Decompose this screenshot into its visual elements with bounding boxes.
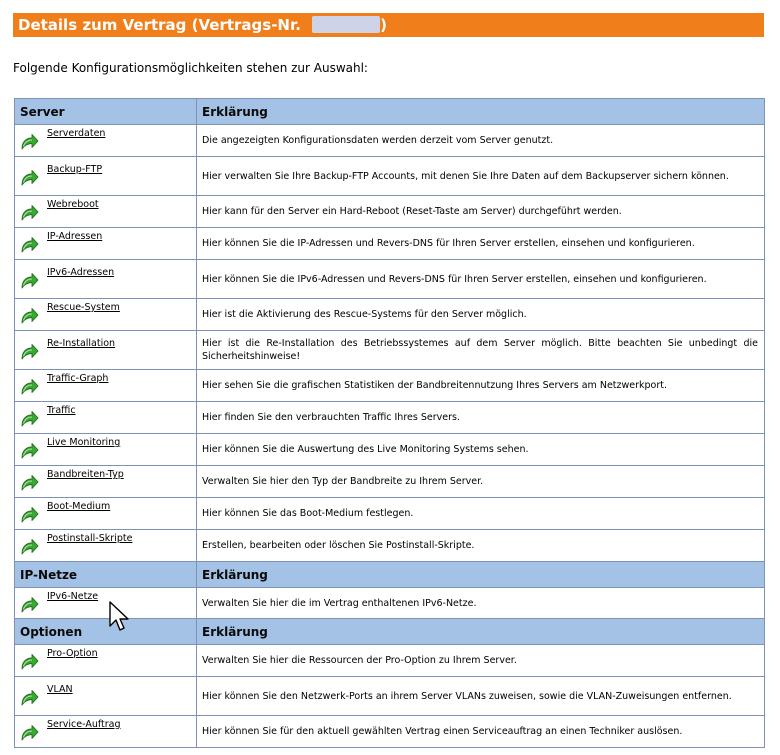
green-arrow-icon[interactable] [19,505,39,525]
option-link-cell [15,125,197,157]
section-header [15,562,765,588]
option-description: Hier sehen Sie die grafischen Statistiken der Bandbreitennutzung Ihres Servers am Netzwerkport. [197,370,765,402]
green-arrow-icon[interactable] [19,595,39,615]
option-link-cell [15,530,197,562]
option-link-cell [15,370,197,402]
green-arrow-icon[interactable] [19,271,39,291]
green-arrow-icon[interactable] [19,473,39,493]
green-arrow-icon[interactable] [19,203,39,223]
green-arrow-icon[interactable] [19,652,39,672]
table-row [15,716,765,748]
section-title: Optionen [15,619,197,645]
explanation-column-header: Erklärung [197,619,765,645]
green-arrow-icon[interactable] [19,723,39,743]
option-link-cell [15,677,197,716]
option-link[interactable]: Rescue-System [47,302,120,313]
explanation-column-header: Erklärung [197,99,765,125]
option-description: Die angezeigten Konfigurationsdaten werden derzeit vom Server genutzt. [197,125,765,157]
option-description: Hier finden Sie den verbrauchten Traffic Ihres Servers. [197,402,765,434]
explanation-column-header: Erklärung [197,562,765,588]
option-link[interactable]: Serverdaten [47,128,106,139]
green-arrow-icon[interactable] [19,441,39,461]
option-link-cell [15,228,197,260]
table-row [15,299,765,331]
green-arrow-icon[interactable] [19,377,39,397]
section-header [15,99,765,125]
option-link[interactable]: Postinstall-Skripte [47,533,133,544]
table-row [15,260,765,299]
option-link-cell [15,466,197,498]
green-arrow-icon[interactable] [19,235,39,255]
option-description: Hier können Sie für den aktuell gewählten Vertrag einen Serviceauftrag an einen Techniker auslösen. [197,716,765,748]
section-title: IP-Netze [15,562,197,588]
table-row [15,370,765,402]
option-link-cell [15,588,197,619]
option-link[interactable]: IPv6-Netze [47,590,99,602]
table-row [15,228,765,260]
option-link[interactable]: Re-Installation [47,337,116,349]
table-row [15,125,765,157]
option-link[interactable]: Traffic [47,405,76,416]
option-link-cell [15,157,197,196]
option-link[interactable]: Live Monitoring [47,437,121,448]
table-row [15,402,765,434]
option-link[interactable]: IPv6-Adressen [47,266,115,278]
option-link-cell [15,196,197,228]
option-link-cell [15,716,197,748]
option-link[interactable]: Pro-Option [47,648,98,659]
option-link-cell [15,331,197,370]
option-link[interactable]: Webreboot [47,199,99,210]
table-row [15,677,765,716]
green-arrow-icon[interactable] [19,168,39,188]
table-row [15,196,765,228]
table-row [15,466,765,498]
option-description: Hier kann für den Server ein Hard-Reboot (Reset-Taste am Server) durchgeführt werden. [197,196,765,228]
green-arrow-icon[interactable] [19,342,39,362]
configuration-table [14,98,765,748]
option-description: Hier können Sie die Auswertung des Live Monitoring Systems sehen. [197,434,765,466]
option-link-cell [15,645,197,677]
option-description: Verwalten Sie hier die im Vertrag enthaltenen IPv6-Netze. [197,588,765,619]
option-description: Hier ist die Aktivierung des Rescue-Systems für den Server möglich. [197,299,765,331]
green-arrow-icon[interactable] [19,688,39,708]
green-arrow-icon[interactable] [19,132,39,152]
option-link[interactable]: VLAN [47,683,73,695]
option-link-cell [15,260,197,299]
option-link[interactable]: Bandbreiten-Typ [47,469,124,480]
option-link-cell [15,402,197,434]
option-link[interactable]: IP-Adressen [47,231,103,242]
option-link-cell [15,498,197,530]
option-description: Hier ist die Re-Installation des Betriebssystemes auf dem Server möglich. Bitte beachten Sie unbedingt die Sicherheitshinweise! [197,331,765,370]
configuration-table-body [15,99,765,748]
table-row [15,498,765,530]
option-link-cell [15,299,197,331]
mouse-cursor-icon [108,600,132,634]
option-link-cell [15,434,197,466]
table-row [15,157,765,196]
table-row [15,645,765,677]
green-arrow-icon[interactable] [19,537,39,557]
option-link[interactable]: Traffic-Graph [47,373,109,384]
contract-details-title [13,13,764,37]
table-row [15,530,765,562]
option-description: Verwalten Sie hier die Ressourcen der Pro-Option zu Ihrem Server. [197,645,765,677]
section-title: Server [15,99,197,125]
option-description: Hier können Sie das Boot-Medium festlegen. [197,498,765,530]
option-link[interactable]: Boot-Medium [47,501,111,512]
redacted-contract-number [312,16,380,33]
table-row [15,331,765,370]
option-description: Hier verwalten Sie Ihre Backup-FTP Accounts, mit denen Sie Ihre Daten auf dem Backupserver sichern können. [197,157,765,196]
option-link[interactable]: Service-Auftrag [47,719,121,730]
green-arrow-icon[interactable] [19,306,39,326]
intro-text: Folgende Konfigurationsmöglichkeiten stehen zur Auswahl: [13,61,368,75]
option-description: Hier können Sie die IP-Adressen und Revers-DNS für Ihren Server erstellen, einsehen und konfigurieren. [197,228,765,260]
option-description: Hier können Sie die IPv6-Adressen und Revers-DNS für Ihren Server erstellen, einsehen und konfigurieren. [197,260,765,299]
title-prefix: Details zum Vertrag (Vertrags-Nr. [18,16,301,34]
option-description: Verwalten Sie hier den Typ der Bandbreite zu Ihrem Server. [197,466,765,498]
option-link[interactable]: Backup-FTP [47,163,103,175]
option-description: Hier können Sie den Netzwerk-Ports an ihrem Server VLANs zuweisen, sowie die VLAN-Zuweisungen entfernen. [197,677,765,716]
table-row [15,434,765,466]
title-suffix: ) [380,16,388,34]
green-arrow-icon[interactable] [19,409,39,429]
option-description: Erstellen, bearbeiten oder löschen Sie Postinstall-Skripte. [197,530,765,562]
